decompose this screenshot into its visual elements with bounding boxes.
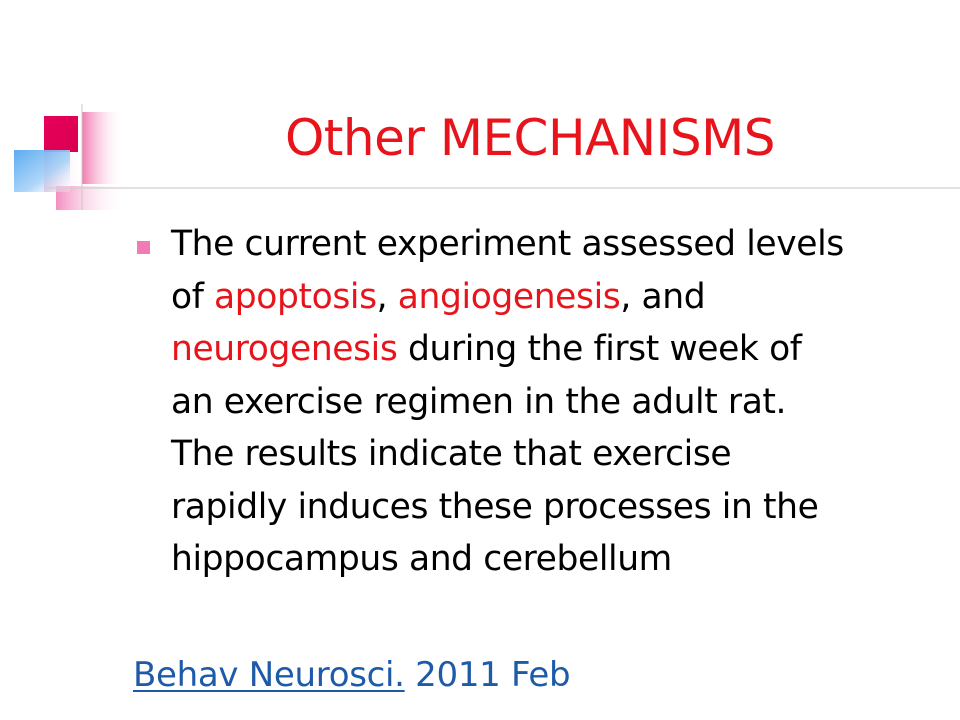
journal-link[interactable]: Behav Neurosci.	[133, 655, 405, 695]
bullet-line-4: an exercise regimen in the adult rat.	[171, 381, 787, 422]
deco-square-right	[82, 112, 124, 184]
bullet-line-1: The current experiment assessed levels	[171, 224, 844, 264]
text-during: during the first week of	[397, 329, 802, 369]
deco-square-blue	[14, 150, 70, 192]
text-of: of	[171, 276, 215, 317]
bullet-line-3	[171, 323, 960, 376]
bullet-line-2	[171, 271, 960, 324]
bullet-line-7: hippocampus and cerebellum	[171, 539, 672, 579]
term-angiogenesis: angiogenesis	[397, 276, 621, 317]
bullet-paragraph	[171, 218, 960, 586]
bullet-line-6: rapidly induces these processes in the	[171, 486, 819, 527]
citation	[133, 652, 570, 698]
term-neurogenesis: neurogenesis	[171, 329, 398, 369]
bullet-square-icon	[137, 241, 150, 254]
citation-date: 2011 Feb	[404, 655, 571, 695]
slide-title: Other MECHANISMS	[284, 109, 776, 167]
deco-square-bottom	[56, 186, 126, 210]
deco-square-top	[44, 116, 78, 152]
text-and: , and	[620, 276, 706, 317]
bullet-line-5: The results indicate that exercise	[171, 434, 732, 474]
term-apoptosis: apoptosis	[214, 276, 377, 317]
text-comma: ,	[376, 276, 398, 317]
deco-square-lower	[44, 152, 82, 192]
